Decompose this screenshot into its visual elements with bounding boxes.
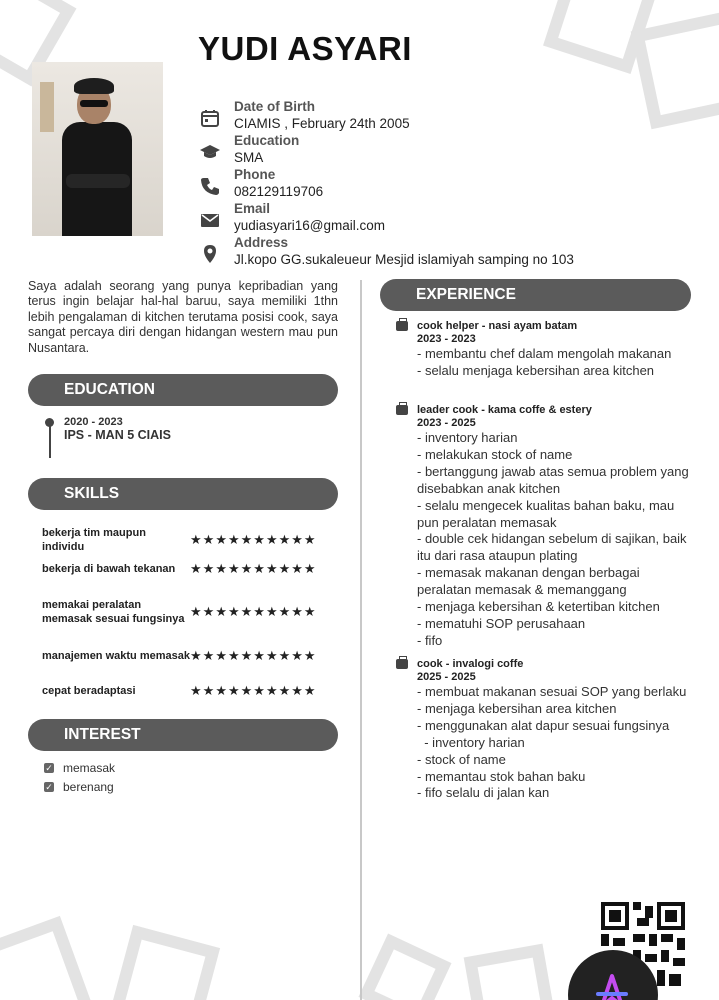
star-icon: ★ xyxy=(227,561,241,576)
star-icon: ★ xyxy=(202,561,216,576)
star-icon: ★ xyxy=(253,604,266,619)
star-icon: ★ xyxy=(303,532,317,547)
star-icon: ★ xyxy=(303,561,317,576)
star-icon: ★ xyxy=(240,604,254,619)
interest-item xyxy=(44,761,115,775)
experience-period: 2023 - 2025 xyxy=(417,417,476,429)
interest-item xyxy=(44,780,114,794)
contact-address xyxy=(200,234,680,268)
experience-bullet: - inventory harian xyxy=(417,430,518,445)
experience-item xyxy=(396,404,704,650)
star-icon: ★ xyxy=(202,683,216,698)
calendar-icon xyxy=(200,98,234,132)
star-icon: ★ xyxy=(190,604,203,619)
experience-bullet: - fifo xyxy=(417,632,443,648)
star-icon: ★ xyxy=(265,648,279,663)
skill-rating xyxy=(190,604,317,620)
decor-square xyxy=(358,933,451,1000)
education-period: 2020 - 2023 xyxy=(64,416,123,428)
contact-value: Jl.kopo GG.sukaleueur Mesjid islamiyah samping no 103 xyxy=(234,252,574,267)
star-icon: ★ xyxy=(265,561,279,576)
experience-bullet: - stock of name xyxy=(417,751,506,767)
education-school: IPS - MAN 5 CIAIS xyxy=(64,428,171,442)
skill-rating xyxy=(190,648,317,664)
briefcase-icon xyxy=(396,659,408,669)
star-icon: ★ xyxy=(190,561,203,576)
experience-bullet: - menjaga kebersihan & ketertiban kitchen xyxy=(417,599,660,615)
briefcase-icon xyxy=(396,321,408,331)
experience-bullet: - menggunakan alat dapur sesuai fungsinya xyxy=(417,717,670,733)
skill-name: bekerja di bawah tekanan xyxy=(42,563,176,575)
contact-value: yudiasyari16@gmail.com xyxy=(234,218,386,233)
skill-rating xyxy=(190,561,317,577)
experience-bullets xyxy=(417,430,704,650)
star-icon: ★ xyxy=(303,683,317,698)
star-icon: ★ xyxy=(278,648,292,663)
star-icon: ★ xyxy=(240,532,254,547)
education-item xyxy=(44,416,171,442)
skill-name: manajemen waktu memasak xyxy=(42,650,190,662)
experience-item xyxy=(396,320,696,380)
interest-header: INTEREST xyxy=(28,719,338,751)
star-icon: ★ xyxy=(227,604,241,619)
contact-value: CIAMIS , February 24th 2005 xyxy=(234,116,410,131)
education-header: EDUCATION xyxy=(28,374,338,406)
skill-row xyxy=(42,598,342,626)
experience-item xyxy=(396,658,696,802)
experience-period: 2025 - 2025 xyxy=(417,671,476,683)
decor-square xyxy=(464,944,557,1000)
experience-bullet: - bertanggung jawab atas semua problem yang disebabkan anak kitchen xyxy=(417,463,704,496)
contact-label: Education xyxy=(234,133,300,148)
star-icon: ★ xyxy=(253,683,266,698)
experience-bullet: - memasak makanan dengan berbagai peralatan memasak & memanggang xyxy=(417,565,644,598)
star-icon: ★ xyxy=(265,532,279,547)
star-icon: ★ xyxy=(253,532,266,547)
experience-bullets xyxy=(417,684,696,802)
contact-education xyxy=(200,132,680,166)
star-icon: ★ xyxy=(227,683,241,698)
star-icon: ★ xyxy=(202,648,216,663)
star-icon: ★ xyxy=(202,532,216,547)
contact-phone xyxy=(200,166,680,200)
skill-row xyxy=(42,561,342,577)
experience-title: cook helper - nasi ayam batam xyxy=(417,320,578,332)
skill-row xyxy=(42,648,342,664)
profile-summary: Saya adalah seorang yang punya kepribadian yang terus ingin belajar hal-hal baruu, saya memiliki 1thn lebih pengalaman di kitchen terutama posisi cook, saya sangat percaya diri dengan hidangan western mau pun Nusantara. xyxy=(28,279,338,355)
experience-period: 2023 - 2023 xyxy=(417,333,476,345)
star-icon: ★ xyxy=(291,683,304,698)
star-icon: ★ xyxy=(190,648,203,663)
phone-icon xyxy=(200,166,234,200)
experience-bullet: - double cek hidangan sebelum di sajikan, baik itu dari rasa ataupun plating xyxy=(417,531,691,564)
contact-label: Email xyxy=(234,201,271,216)
resume-name: YUDI ASYARI xyxy=(198,30,412,67)
mail-icon xyxy=(200,200,234,234)
decor-square xyxy=(110,925,220,1000)
experience-bullets xyxy=(417,346,696,380)
checkbox-icon: ✓ xyxy=(45,763,53,773)
skill-name: bekerja tim maupun individu xyxy=(42,527,146,553)
star-icon: ★ xyxy=(190,532,203,547)
skill-rating xyxy=(190,532,317,548)
star-icon: ★ xyxy=(303,604,317,619)
star-icon: ★ xyxy=(291,561,304,576)
experience-bullet: - selalu menjaga kebersihan area kitchen xyxy=(417,362,655,378)
star-icon: ★ xyxy=(215,604,228,619)
contact-block xyxy=(200,98,680,268)
contact-email xyxy=(200,200,680,234)
experience-bullet: - selalu mengecek kualitas bahan baku, mau pun peralatan memasak xyxy=(417,497,678,530)
star-icon: ★ xyxy=(253,561,266,576)
star-icon: ★ xyxy=(240,648,254,663)
contact-label: Address xyxy=(234,235,289,250)
star-icon: ★ xyxy=(265,604,279,619)
experience-bullet: - menjaga kebersihan area kitchen xyxy=(417,700,617,716)
skills-header: SKILLS xyxy=(28,478,338,510)
skill-row xyxy=(42,683,342,699)
experience-bullet: - mematuhi SOP perusahaan xyxy=(417,615,586,631)
interest-label: berenang xyxy=(63,780,114,794)
star-icon: ★ xyxy=(227,648,241,663)
star-icon: ★ xyxy=(253,648,266,663)
contact-label: Date of Birth xyxy=(234,99,315,114)
star-icon: ★ xyxy=(265,683,279,698)
skill-row xyxy=(42,526,342,554)
star-icon: ★ xyxy=(291,532,304,547)
contact-value: SMA xyxy=(234,150,264,165)
star-icon: ★ xyxy=(291,604,304,619)
star-icon: ★ xyxy=(291,648,304,663)
briefcase-icon xyxy=(396,405,408,415)
experience-title: cook - invalogi coffe xyxy=(417,658,524,670)
star-icon: ★ xyxy=(278,604,292,619)
experience-bullet: - membuat makanan sesuai SOP yang berlaku xyxy=(417,684,687,699)
star-icon: ★ xyxy=(303,648,317,663)
contact-label: Phone xyxy=(234,167,276,182)
star-icon: ★ xyxy=(190,683,203,698)
skill-rating xyxy=(190,683,317,699)
star-icon: ★ xyxy=(278,532,292,547)
experience-bullet: - inventory harian xyxy=(417,734,525,750)
star-icon: ★ xyxy=(202,604,216,619)
star-icon: ★ xyxy=(215,683,228,698)
skill-name: cepat beradaptasi xyxy=(42,685,136,697)
column-divider xyxy=(360,280,362,1000)
skill-name: memakai peralatan memasak sesuai fungsinya xyxy=(42,599,185,625)
profile-photo xyxy=(32,62,163,236)
experience-header: EXPERIENCE xyxy=(380,279,691,311)
star-icon: ★ xyxy=(278,683,292,698)
experience-bullet: - memantau stok bahan baku xyxy=(417,768,586,784)
checkbox-icon: ✓ xyxy=(45,782,53,792)
star-icon: ★ xyxy=(215,561,228,576)
contact-dob xyxy=(200,98,680,132)
star-icon: ★ xyxy=(227,532,241,547)
star-icon: ★ xyxy=(240,683,254,698)
location-pin-icon xyxy=(200,234,234,268)
contact-value: 082129119706 xyxy=(234,184,324,199)
experience-bullet: - membantu chef dalam mengolah makanan xyxy=(417,346,672,361)
experience-bullet: - fifo selalu di jalan kan xyxy=(417,785,550,801)
star-icon: ★ xyxy=(278,561,292,576)
graduation-cap-icon xyxy=(200,132,234,166)
star-icon: ★ xyxy=(215,648,228,663)
decor-square xyxy=(0,916,94,1000)
star-icon: ★ xyxy=(215,532,228,547)
interest-label: memasak xyxy=(63,761,116,775)
experience-bullet: - melakukan stock of name xyxy=(417,446,573,462)
experience-title: leader cook - kama coffe & estery xyxy=(417,404,592,416)
star-icon: ★ xyxy=(240,561,254,576)
